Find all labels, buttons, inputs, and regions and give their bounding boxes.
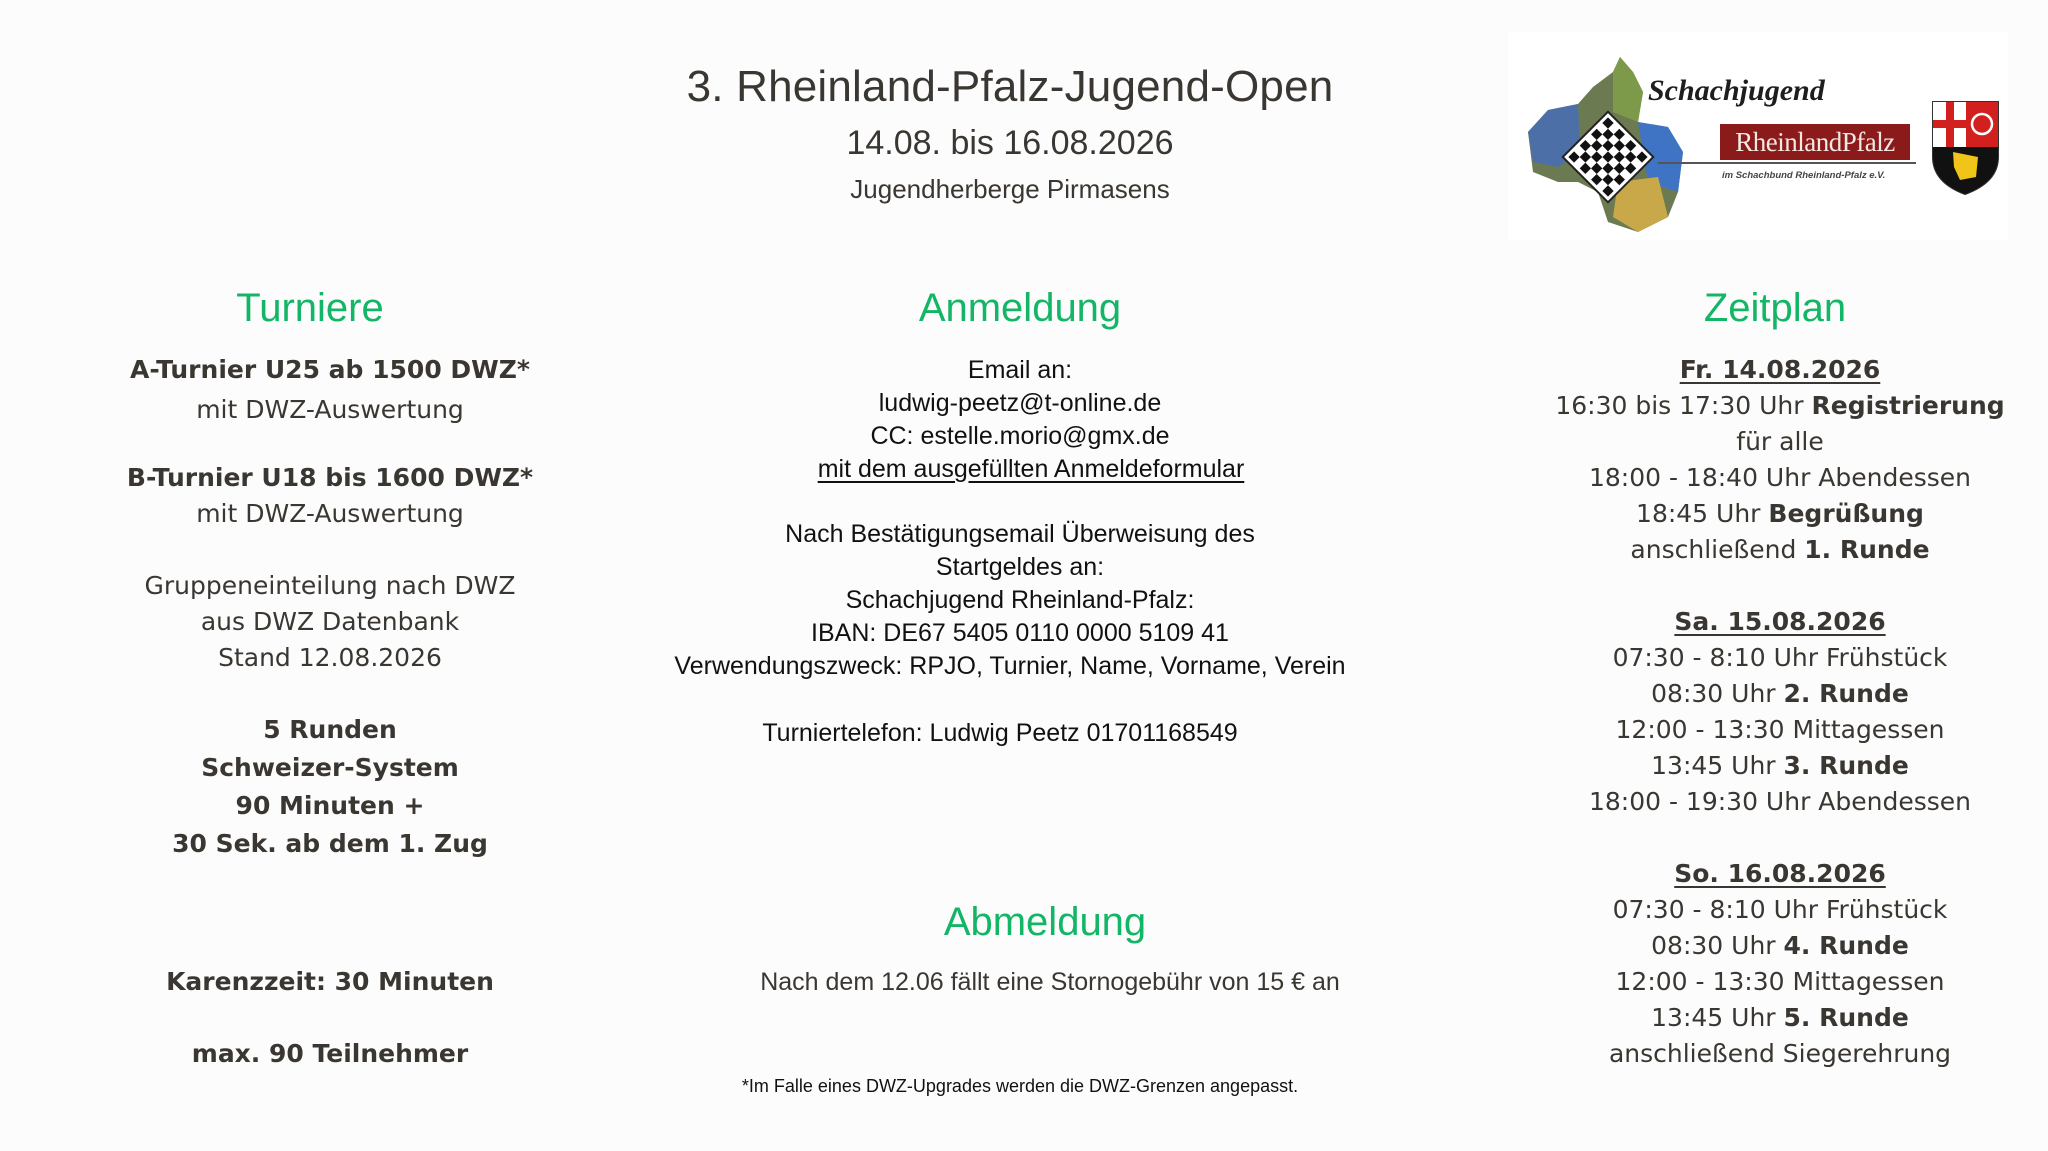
day-date: Sa. 15.08.2026 xyxy=(1674,607,1886,636)
a-turnier-sub: mit DWZ-Auswertung xyxy=(196,395,464,424)
coat-of-arms-icon xyxy=(1933,102,1998,194)
iban: IBAN: DE67 5405 0110 0000 5109 41 xyxy=(811,619,1229,647)
email-label: Email an: xyxy=(967,356,1073,384)
payment-line: Nach Bestätigungsemail Überweisung des xyxy=(785,520,1255,548)
logo-subtitle: im Schachbund Rheinland-Pfalz e.V. xyxy=(1722,170,1886,181)
a-turnier-title: A-Turnier U25 ab 1500 DWZ* xyxy=(130,355,530,384)
schedule-day-sa xyxy=(1530,604,2030,820)
mode-line: 5 Runden xyxy=(263,715,397,744)
karenzzeit: Karenzzeit: 30 Minuten xyxy=(166,967,494,996)
event-venue: Jugendherberge Pirmasens xyxy=(850,174,1170,204)
payment-line: Schachjugend Rheinland-Pfalz: xyxy=(845,586,1195,614)
item-time: anschließend xyxy=(1608,1039,1775,1068)
page-title: 3. Rheinland-Pfalz-Jugend-Open xyxy=(686,62,1334,111)
item-event: Abendessen xyxy=(1818,787,1972,816)
item-event: Registrierung xyxy=(1811,391,2005,420)
schedule-day-so xyxy=(1530,856,2030,1072)
b-turnier-title: B-Turnier U18 bis 1600 DWZ* xyxy=(126,463,534,492)
group-line: Gruppeneinteilung nach DWZ xyxy=(144,571,516,600)
item-event: 3. Runde xyxy=(1783,751,1909,780)
item-time: 18:45 Uhr xyxy=(1636,499,1761,528)
mode-line: 30 Sek. ab dem 1. Zug xyxy=(172,829,488,858)
max-participants: max. 90 Teilnehmer xyxy=(191,1039,469,1068)
item-time: 13:45 Uhr xyxy=(1651,751,1776,780)
item-time: 16:30 bis 17:30 Uhr xyxy=(1555,391,1804,420)
schedule-day-fr xyxy=(1530,352,2030,568)
item-time: anschließend xyxy=(1630,535,1797,564)
group-info xyxy=(110,568,550,676)
heading-zeitplan: Zeitplan xyxy=(1703,286,1847,330)
payment-reference: Verwendungszweck: RPJO, Turnier, Name, Vorname, Verein xyxy=(674,652,1346,680)
item-event: 2. Runde xyxy=(1783,679,1909,708)
item-time: 07:30 - 8:10 Uhr xyxy=(1612,643,1819,672)
heading-abmeldung: Abmeldung xyxy=(943,900,1147,944)
item-event: 1. Runde xyxy=(1804,535,1930,564)
payment-info xyxy=(620,518,1420,683)
item-time: 18:00 - 19:30 Uhr xyxy=(1588,787,1811,816)
item-time: 18:00 - 18:40 Uhr xyxy=(1588,463,1811,492)
heading-anmeldung: Anmeldung xyxy=(918,286,1122,330)
logo-wordmark: Schachjugend xyxy=(1648,74,1825,107)
cancellation-fee: Nach dem 12.06 fällt eine Stornogebühr von 15 € an xyxy=(760,968,1340,996)
tournament-phone: Turniertelefon: Ludwig Peetz 01701168549 xyxy=(762,719,1238,747)
b-turnier-sub: mit DWZ-Auswertung xyxy=(196,499,464,528)
mode-line: 90 Minuten + xyxy=(235,791,425,820)
event-dates: 14.08. bis 16.08.2026 xyxy=(846,124,1174,162)
item-time: 12:00 - 13:30 xyxy=(1615,715,1785,744)
day-date: So. 16.08.2026 xyxy=(1674,859,1886,888)
item-event: Siegerehrung xyxy=(1782,1039,1952,1068)
item-event: 4. Runde xyxy=(1783,931,1909,960)
group-line: Stand 12.08.2026 xyxy=(218,643,442,672)
payment-line: Startgeldes an: xyxy=(935,553,1105,581)
heading-turniere: Turniere xyxy=(236,286,384,330)
item-time: 12:00 - 13:30 xyxy=(1615,967,1785,996)
item-time: 07:30 - 8:10 Uhr xyxy=(1612,895,1819,924)
item-event: Abendessen xyxy=(1818,463,1972,492)
registration-form-link[interactable]: mit dem ausgefüllten Anmeldeformular xyxy=(817,455,1245,483)
footnote: *Im Falle eines DWZ-Upgrades werden die DWZ-Grenzen angepasst. xyxy=(741,1076,1299,1096)
item-event: Frühstück xyxy=(1825,895,1948,924)
item-event: Begrüßung xyxy=(1768,499,1924,528)
email-cc-link[interactable]: CC: estelle.morio@gmx.de xyxy=(870,422,1170,450)
logo-banner: RheinlandPfalz xyxy=(1720,124,1910,160)
email-primary-link[interactable]: ludwig-peetz@t-online.de xyxy=(878,389,1162,417)
anmeldung-contact xyxy=(620,354,1420,486)
item-event: Mittagessen xyxy=(1792,715,1945,744)
item-event: 5. Runde xyxy=(1783,1003,1909,1032)
item-event: Mittagessen xyxy=(1792,967,1945,996)
item-time: 13:45 Uhr xyxy=(1651,1003,1776,1032)
item-event: Frühstück xyxy=(1825,643,1948,672)
item-time: 08:30 Uhr xyxy=(1651,931,1776,960)
day-date: Fr. 14.08.2026 xyxy=(1679,355,1881,384)
schachjugend-logo xyxy=(1508,32,2008,240)
mode-info xyxy=(110,711,550,863)
logo-divider xyxy=(1658,162,1916,164)
mode-line: Schweizer-System xyxy=(201,753,459,782)
item-time: 08:30 Uhr xyxy=(1651,679,1776,708)
item-event: für alle xyxy=(1736,427,1824,456)
group-line: aus DWZ Datenbank xyxy=(200,607,460,636)
